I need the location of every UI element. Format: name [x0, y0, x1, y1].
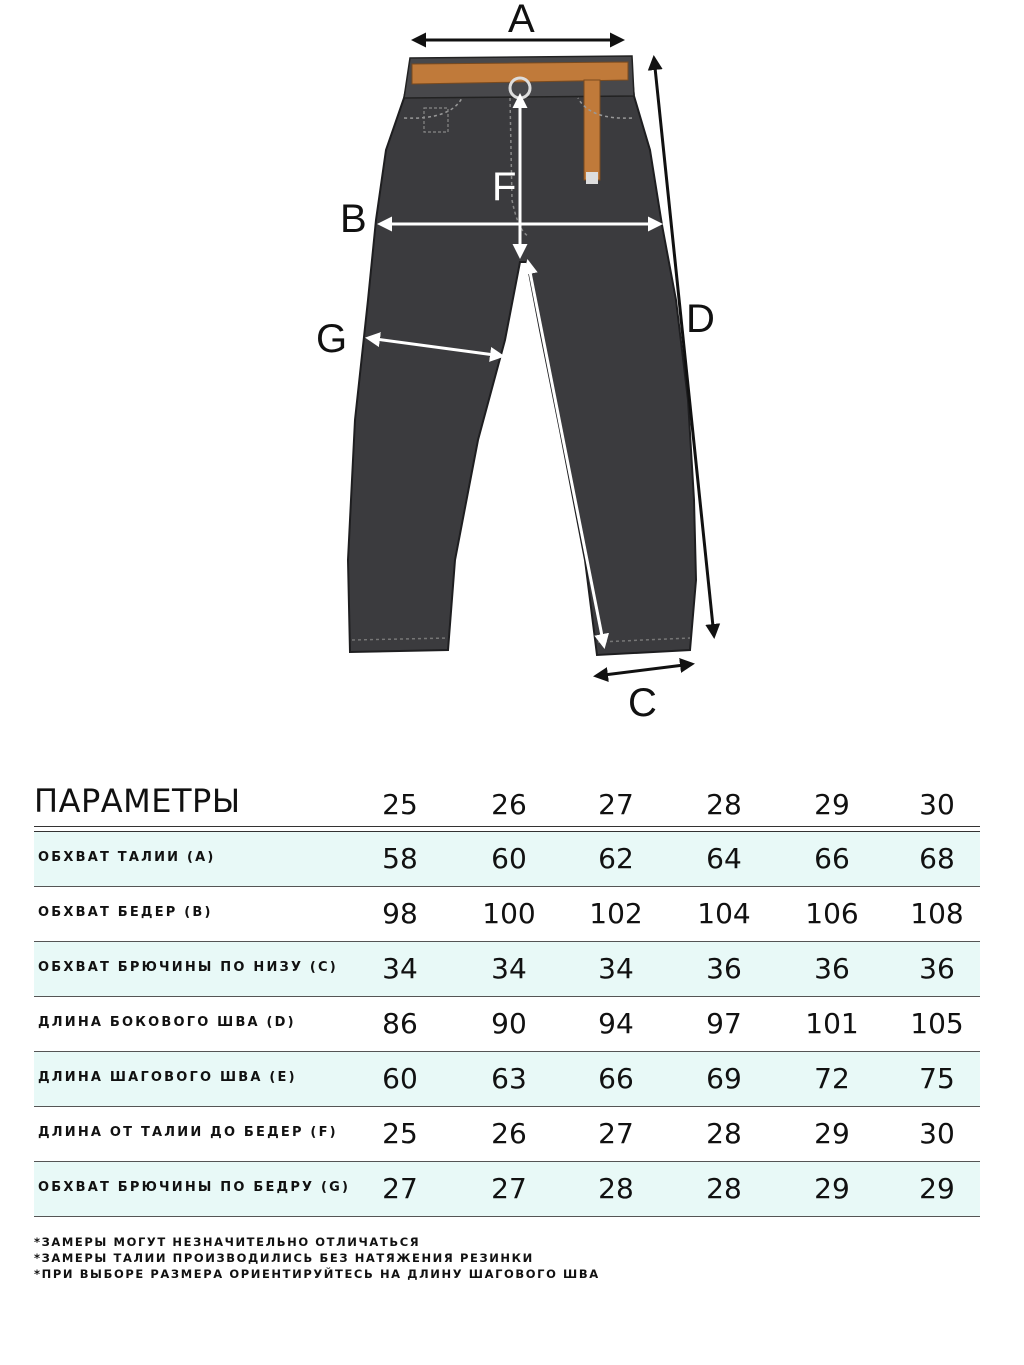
cell-value: 68: [919, 842, 955, 875]
cell-value: 104: [697, 897, 751, 930]
table-row: [34, 1162, 980, 1217]
cell-value: 86: [382, 1007, 418, 1040]
size-header: 30: [919, 788, 955, 821]
cell-value: 34: [382, 952, 418, 985]
cell-value: 27: [382, 1172, 418, 1205]
cell-value: 29: [814, 1117, 850, 1150]
jeans-shape: [348, 58, 696, 655]
cell-value: 28: [598, 1172, 634, 1205]
size-header: 26: [491, 788, 527, 821]
label-b: B: [340, 197, 367, 241]
cell-value: 69: [706, 1062, 742, 1095]
row-label: ОБХВАТ БРЮЧИНЫ ПО НИЗУ (C): [38, 960, 338, 975]
footnotes: [34, 1234, 600, 1282]
row-label: ДЛИНА ШАГОВОГО ШВА (E): [38, 1070, 297, 1085]
label-c: C: [628, 681, 657, 725]
label-e: E: [516, 459, 543, 503]
cell-value: 29: [814, 1172, 850, 1205]
table-header: [34, 778, 980, 826]
cell-value: 64: [706, 842, 742, 875]
cell-value: 108: [910, 897, 964, 930]
cell-value: 28: [706, 1172, 742, 1205]
cell-value: 72: [814, 1062, 850, 1095]
cell-value: 66: [598, 1062, 634, 1095]
size-table: [34, 778, 980, 1217]
table-row: [34, 942, 980, 997]
cell-value: 90: [491, 1007, 527, 1040]
size-header: 29: [814, 788, 850, 821]
row-label: ОБХВАТ БЕДЕР (B): [38, 905, 213, 920]
table-row: [34, 832, 980, 887]
belt-tail: [584, 80, 600, 180]
table-title: ПАРАМЕТРЫ: [34, 782, 241, 820]
cell-value: 105: [910, 1007, 964, 1040]
cell-value: 66: [814, 842, 850, 875]
cell-value: 98: [382, 897, 418, 930]
footnote: *ПРИ ВЫБОРЕ РАЗМЕРА ОРИЕНТИРУЙТЕСЬ НА ДЛИНУ ШАГОВОГО ШВА: [34, 1267, 600, 1281]
cell-value: 97: [706, 1007, 742, 1040]
cell-value: 100: [482, 897, 536, 930]
cell-value: 34: [598, 952, 634, 985]
cell-value: 36: [814, 952, 850, 985]
table-row: [34, 1052, 980, 1107]
cell-value: 94: [598, 1007, 634, 1040]
label-a: A: [508, 0, 535, 41]
cell-value: 62: [598, 842, 634, 875]
size-header: 25: [382, 788, 418, 821]
cell-value: 36: [919, 952, 955, 985]
label-d: D: [686, 297, 715, 341]
cell-value: 60: [491, 842, 527, 875]
cell-value: 75: [919, 1062, 955, 1095]
cell-value: 101: [805, 1007, 859, 1040]
cell-value: 27: [598, 1117, 634, 1150]
footnote: *ЗАМЕРЫ ТАЛИИ ПРОИЗВОДИЛИСЬ БЕЗ НАТЯЖЕНИЯ РЕЗИНКИ: [34, 1251, 534, 1265]
cell-value: 102: [589, 897, 643, 930]
table-row: [34, 887, 980, 942]
belt-tip: [586, 172, 598, 184]
cell-value: 106: [805, 897, 859, 930]
size-header: 27: [598, 788, 634, 821]
row-label: ОБХВАТ ТАЛИИ (A): [38, 850, 216, 865]
row-label: ДЛИНА БОКОВОГО ШВА (D): [38, 1015, 296, 1030]
row-label: ДЛИНА ОТ ТАЛИИ ДО БЕДЕР (F): [38, 1125, 338, 1140]
size-header: 28: [706, 788, 742, 821]
arrow-c: [596, 664, 692, 676]
cell-value: 25: [382, 1117, 418, 1150]
row-label: ОБХВАТ БРЮЧИНЫ ПО БЕДРУ (G): [38, 1180, 351, 1195]
cell-value: 63: [491, 1062, 527, 1095]
cell-value: 34: [491, 952, 527, 985]
jeans-illustration: [348, 56, 696, 655]
cell-value: 36: [706, 952, 742, 985]
cell-value: 26: [491, 1117, 527, 1150]
cell-value: 30: [919, 1117, 955, 1150]
footnote: *ЗАМЕРЫ МОГУТ НЕЗНАЧИТЕЛЬНО ОТЛИЧАТЬСЯ: [34, 1235, 421, 1249]
label-f: F: [492, 165, 517, 209]
cell-value: 28: [706, 1117, 742, 1150]
label-g: G: [316, 317, 348, 361]
cell-value: 27: [491, 1172, 527, 1205]
cell-value: 58: [382, 842, 418, 875]
cell-value: 29: [919, 1172, 955, 1205]
table-row: [34, 1107, 980, 1162]
table-row: [34, 997, 980, 1052]
cell-value: 60: [382, 1062, 418, 1095]
